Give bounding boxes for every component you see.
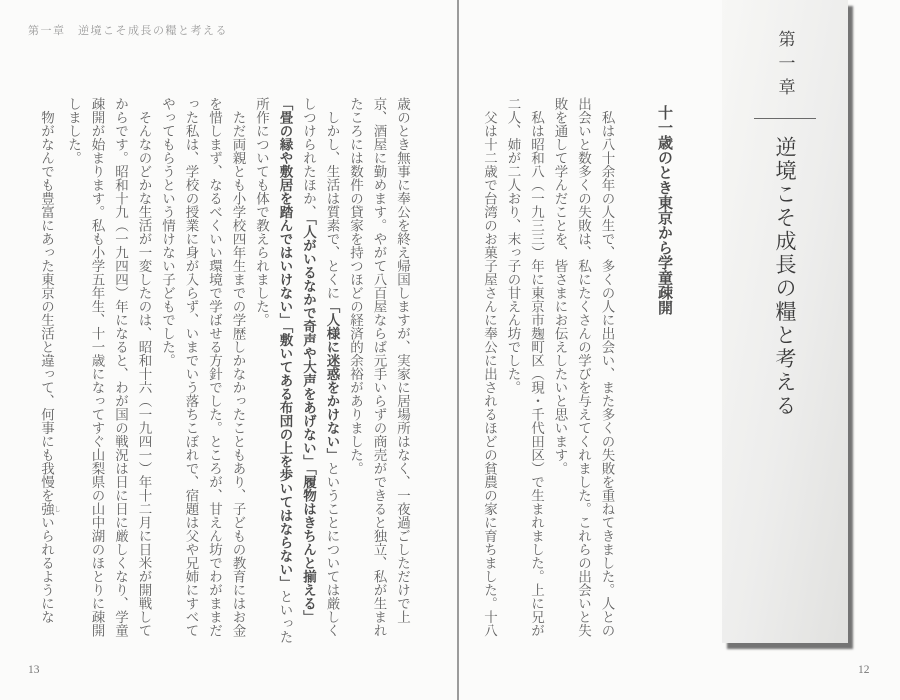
text-segment: を惜しまず、なるべくいい環境で学ばせる方針でした。ところが、甘えん坊でわがままだ xyxy=(207,97,222,637)
emphasized-text-segment: 「畳の縁や敷居を踏んではいけない」「敷いてある布団の上を歩いてはならない」 xyxy=(277,97,293,590)
text-segment: しました。 xyxy=(66,97,81,165)
text-segment: しかし、生活は質素で、とくに xyxy=(324,97,340,300)
text-segment: 二人、姉が二人おり、末っ子の甘えん坊でした。 xyxy=(505,97,521,394)
text-segment: からです。昭和十九（一九四四）年になると、わが国の戦況は日に日に厳しくなり、学童 xyxy=(113,97,128,637)
page-number-left: 13 xyxy=(28,664,40,676)
text-segment: 物がなんでも豊富にあった東京の生活と違って、何事にも我慢を xyxy=(39,97,54,502)
page-gutter-divider xyxy=(457,0,459,700)
text-segment: った私は、学校の授業に身が入らず、いまでいう落ちこぼれで、宿題は父や兄姉にすべて xyxy=(183,97,199,637)
text-column xyxy=(35,97,62,657)
text-segment: 疎開が始まります。私も小学五年生、十一歳になってすぐ山梨県の山中湖のほとりに疎開 xyxy=(89,97,105,637)
text-column xyxy=(203,97,227,657)
text-column xyxy=(572,97,596,657)
text-column xyxy=(273,97,297,657)
text-column xyxy=(320,97,344,657)
text-column xyxy=(367,97,391,657)
text-column xyxy=(179,97,203,657)
text-segment: そんなのどかな生活が一変したのは、昭和十六（一九四一）年十二月に日米が開戦して xyxy=(136,97,152,637)
text-segment: 十一歳のとき東京から学童疎開 xyxy=(656,105,673,315)
chapter-title: 逆境こそ成長の糧と考える xyxy=(773,136,797,418)
text-column xyxy=(501,97,525,657)
text-segment: しつけられたほか、 xyxy=(301,97,316,219)
chapter-divider-line xyxy=(754,118,816,119)
text-segment: 私は八十余年の人生で、多くの人に出会い、また多くの失敗を重ねてきました。人との xyxy=(599,97,615,637)
emphasized-text-segment: 「人がいるなかで奇声や大声をあげない」「履物はきちんと揃える」 xyxy=(301,218,316,624)
text-segment: 歳のとき無事に奉公を終え帰国しますが、実家に居場所はなく、一夜過ごしただけで上 xyxy=(395,97,410,624)
text-segment: 所作についても体で教えられました。 xyxy=(254,97,269,327)
emphasized-text-segment: 「人様に迷惑をかけない」 xyxy=(324,299,340,462)
text-column xyxy=(478,97,502,657)
text-segment: ということについては厳しく xyxy=(324,461,340,637)
text-segment: 父は十二歳で台湾のお菓子屋さんに奉公に出されるほどの貧農の家に育ちました。十八 xyxy=(482,97,497,637)
text-column xyxy=(525,97,549,657)
running-head: 第一章 逆境こそ成長の糧と考える xyxy=(28,25,228,37)
text-segment: やってもらうという情けない子どもでした。 xyxy=(160,97,175,367)
ruby-annotated-text: 強 し xyxy=(39,502,62,516)
text-column xyxy=(344,97,368,657)
text-segment: 出会いと数多くの失敗は、私にたくさんの学びを与えてくれました。これらの出会いと失 xyxy=(576,97,591,637)
text-segment: ただ両親とも小学校四年生までの学歴しかなかったこともあり、子どもの教育にはお金 xyxy=(230,97,246,637)
text-segment: いられるようにな xyxy=(39,515,54,624)
text-segment: 京、酒屋に勤めます。やがて八百屋ならば元手いらずの商売ができると独立、私が生まれ xyxy=(371,97,387,637)
text-column xyxy=(595,97,619,657)
text-column xyxy=(297,97,321,657)
text-column xyxy=(132,97,156,657)
text-segment: たころには数件の貸家を持つほどの経済的余裕がありました。 xyxy=(348,97,363,475)
left-page-text-block xyxy=(35,97,415,657)
chapter-number-label: 第一章 xyxy=(775,30,795,102)
section-heading xyxy=(653,97,677,657)
text-column xyxy=(62,97,86,657)
text-column xyxy=(250,97,274,657)
text-column xyxy=(391,97,415,657)
text-column xyxy=(156,97,180,657)
text-column xyxy=(226,97,250,657)
right-page-text-block xyxy=(478,97,677,657)
text-segment: 敗を通して学んだことを、皆さまにお伝えしたいと思います。 xyxy=(552,97,568,475)
text-column xyxy=(109,97,133,657)
chapter-banner xyxy=(722,0,848,643)
text-column xyxy=(85,97,109,657)
page-number-right: 12 xyxy=(858,664,870,676)
text-segment: 私は昭和八（一九三三）年に東京市麹町区（現・千代田区）で生まれました。上に兄が xyxy=(529,97,544,637)
text-segment: といった xyxy=(277,589,293,644)
text-column xyxy=(548,97,572,657)
